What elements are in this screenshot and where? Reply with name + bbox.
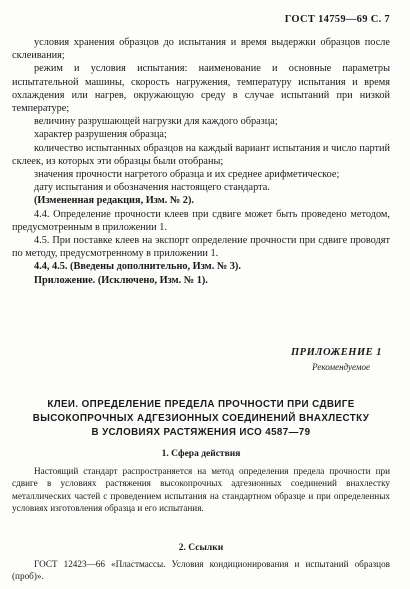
- section-1-text: Настоящий стандарт распространяется на метод определения предела прочности при сдвиге в условиях растяжения высокопрочных адгезионных соединений внахлестку металлических частей с проведением испытания на стандартном образце и при определенных условиях изготовления образца и его испытания.: [12, 466, 390, 514]
- paragraph-amendment-3: 4.4, 4.5. (Введены дополнительно, Изм. № 3).: [34, 261, 241, 273]
- paragraph-amendment-2: (Измененная редакция, Изм. № 2).: [34, 195, 194, 207]
- paragraph-sample-count: количество испытанных образцов на каждый вариант испытания и число партий склеек, из которых эти образцы были отобраны;: [12, 142, 390, 167]
- paragraph-failure-type: характер разрушения образца;: [34, 129, 167, 141]
- appendix-title: ПРИЛОЖЕНИЕ 1: [291, 347, 382, 358]
- section-1-title: 1. Сфера действия: [161, 449, 241, 459]
- paragraph-strength-values: значения прочности нагретого образца и их среднее арифметическое;: [34, 169, 340, 181]
- paragraph-clause-4-4: 4.4. Определение прочности клеев при сдвиге может быть проведено методом, предусмотренным в приложении 1.: [12, 208, 390, 233]
- page-header: ГОСТ 14759—69 С. 7: [284, 14, 390, 25]
- heading-line: В УСЛОВИЯХ РАСТЯЖЕНИЯ ИСО 4587—79: [91, 427, 311, 438]
- heading-line: ВЫСОКОПРОЧНЫХ АДГЕЗИОННЫХ СОЕДИНЕНИЙ ВНАХЛЕСТКУ: [32, 413, 370, 424]
- paragraph-breaking-load: величину разрушающей нагрузки для каждого образца;: [34, 116, 278, 128]
- appendix-subtitle: Рекомендуемое: [312, 362, 370, 372]
- section-2-title: 2. Ссылки: [178, 543, 224, 553]
- body-text: [12, 36, 390, 287]
- paragraph-appendix-excluded: Приложение. (Исключено, Изм. № 1).: [34, 274, 208, 286]
- section-2-text: ГОСТ 12423—66 «Пластмассы. Условия кондиционирования и испытаний образцов (проб)».: [12, 559, 390, 582]
- heading-line: КЛЕИ. ОПРЕДЕЛЕНИЕ ПРЕДЕЛА ПРОЧНОСТИ ПРИ СДВИГЕ: [47, 399, 355, 410]
- paragraph-test-mode: режим и условия испытания: наименование и основные параметры испытательной машины, скорость нагружения, температуру испытания и время охлаждения или нагрев, окружающую среду в случае испытаний при низкой температуре;: [12, 63, 390, 115]
- paragraph-test-date: дату испытания и обозначения настоящего стандарта.: [34, 182, 270, 194]
- paragraph-clause-4-5: 4.5. При поставке клеев на экспорт определение прочности при сдвиге проводят по методу, предусмотренному в приложении 1.: [12, 235, 390, 260]
- appendix-main-heading: [12, 398, 390, 440]
- paragraph-storage-conditions: условия хранения образцов до испытания и время выдержки образцов после склеивания;: [12, 37, 390, 62]
